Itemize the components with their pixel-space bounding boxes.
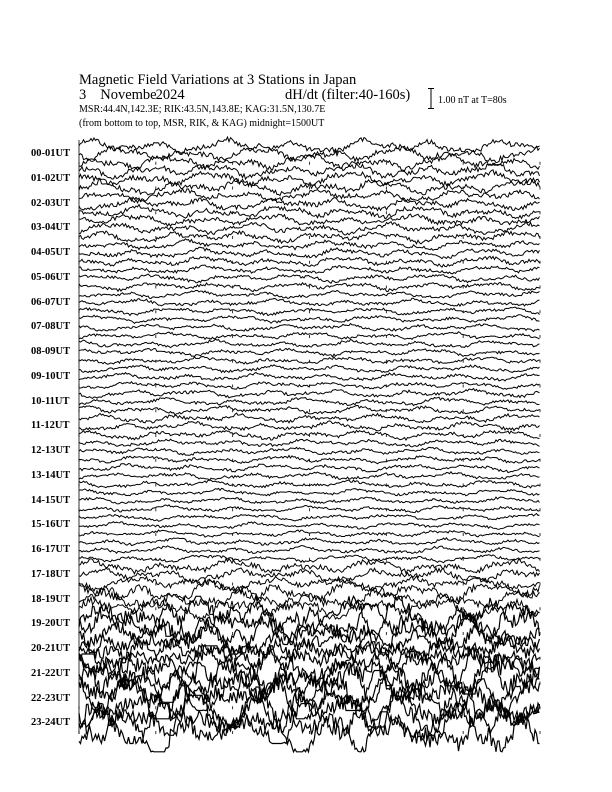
trace-rik-06-07UT xyxy=(79,298,540,306)
trace-kag-16-17UT xyxy=(79,538,540,546)
hour-label: 19-20UT xyxy=(31,618,71,630)
hour-label: 07-08UT xyxy=(31,321,71,333)
hour-label: 21-22UT xyxy=(31,667,71,679)
trace-kag-06-07UT xyxy=(79,290,540,298)
hour-label: 12-13UT xyxy=(31,445,71,456)
trace-rik-19-20UT xyxy=(79,605,540,645)
trace-rik-05-06UT xyxy=(79,274,540,283)
trace-kag-11-12UT xyxy=(79,413,540,423)
hour-label: 22-23UT xyxy=(31,692,71,704)
trace-rik-13-14UT xyxy=(79,472,540,481)
trace-rik-08-09UT xyxy=(79,348,540,356)
trace-kag-14-15UT xyxy=(79,488,540,495)
hour-label: 16-17UT xyxy=(31,544,71,555)
trace-rik-11-12UT xyxy=(79,421,540,431)
trace-rik-12-13UT xyxy=(79,447,540,455)
date-line xyxy=(79,87,185,104)
trace-rik-07-08UT xyxy=(79,324,540,332)
hour-label: 03-04UT xyxy=(31,222,71,234)
hour-label: 01-02UT xyxy=(31,172,71,184)
trace-rik-15-16UT xyxy=(79,522,540,530)
chart-title: Magnetic Field Variations at 3 Stations in Japan xyxy=(79,72,357,88)
date-year: 2024 xyxy=(155,87,185,103)
order-note: (from bottom to top, MSR, RIK, & KAG) midnight=1500UT xyxy=(79,118,325,129)
trace-kag-12-13UT xyxy=(79,439,540,447)
hour-label: 17-18UT xyxy=(31,568,71,580)
trace-rik-14-15UT xyxy=(79,497,540,504)
trace-kag-09-10UT xyxy=(79,365,540,373)
hour-label: 06-07UT xyxy=(31,296,71,308)
hour-label: 00-01UT xyxy=(31,148,71,159)
stations-label: MSR:44.4N,142.3E; RIK:43.5N,143.8E; KAG:31.5N,130.7E xyxy=(79,104,326,115)
trace-msr-09-10UT xyxy=(79,382,540,390)
hour-label: 08-09UT xyxy=(31,346,71,357)
hour-label: 23-24UT xyxy=(31,717,71,729)
hour-label: 14-15UT xyxy=(31,494,71,506)
filter-label: dH/dt (filter:40-160s) xyxy=(285,87,411,103)
hour-label: 13-14UT xyxy=(31,469,71,481)
date-month: Novembe xyxy=(100,87,157,103)
hour-label: 05-06UT xyxy=(31,271,71,283)
hour-label: 18-19UT xyxy=(31,593,71,605)
trace-msr-15-16UT xyxy=(79,530,540,537)
trace-kag-00-01UT xyxy=(79,137,540,153)
trace-kag-15-16UT xyxy=(79,514,540,522)
hour-label: 04-05UT xyxy=(31,247,71,258)
trace-kag-10-11UT xyxy=(79,389,540,399)
scale-bar xyxy=(428,88,434,109)
date-day: 3 xyxy=(79,87,87,103)
trace-kag-04-05UT xyxy=(79,239,540,251)
hour-label: 20-21UT xyxy=(31,643,71,654)
trace-rik-09-10UT xyxy=(79,373,540,381)
hour-label: 09-10UT xyxy=(31,370,71,382)
hour-label: 11-12UT xyxy=(31,420,70,432)
trace-rik-10-11UT xyxy=(79,397,540,405)
trace-kag-08-09UT xyxy=(79,339,540,347)
trace-rik-16-17UT xyxy=(79,546,540,554)
hour-label: 10-11UT xyxy=(31,395,70,407)
trace-rik-03-04UT xyxy=(79,222,540,235)
trace-kag-03-04UT xyxy=(79,214,540,226)
hour-label: 02-03UT xyxy=(31,197,71,209)
trace-kag-07-08UT xyxy=(79,315,540,324)
scale-label: 1.00 nT at T=80s xyxy=(438,95,507,106)
trace-kag-13-14UT xyxy=(79,464,540,473)
hour-label: 15-16UT xyxy=(31,519,71,531)
